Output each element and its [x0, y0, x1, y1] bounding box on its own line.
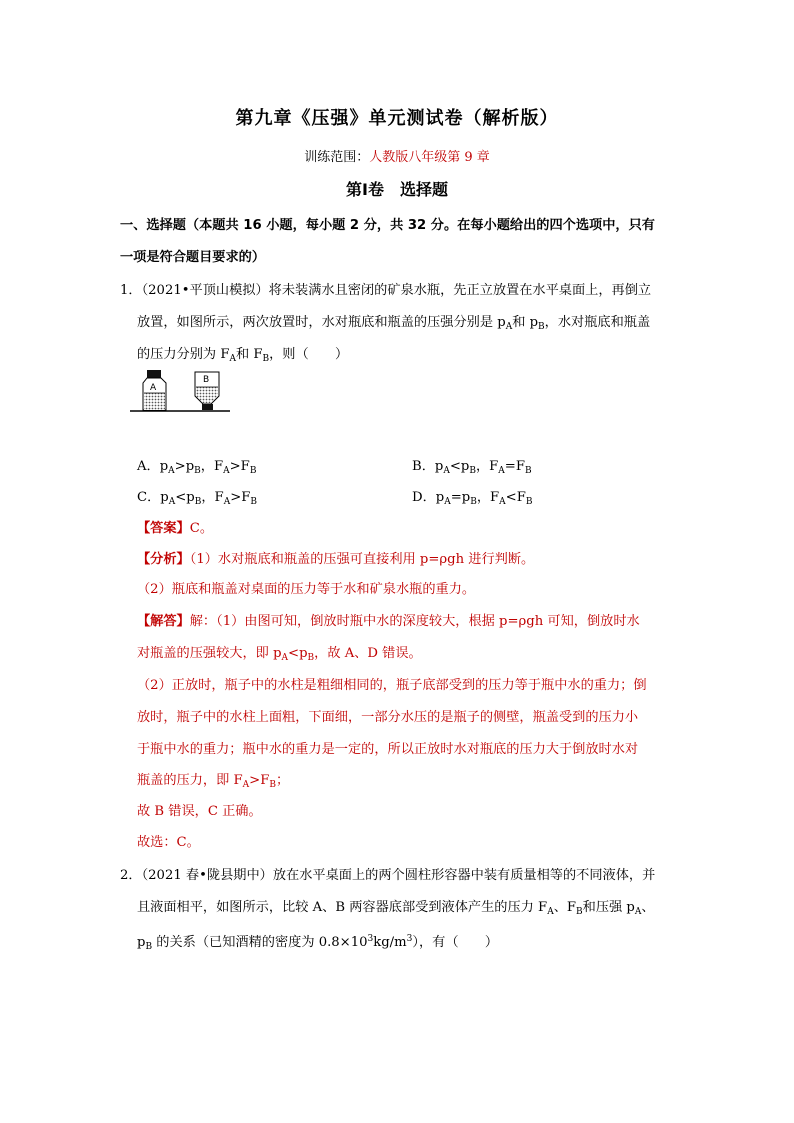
solution-tag: 【解答】: [137, 614, 190, 629]
q1-solution-6: 瓶盖的压力，即 $F_A>F_B$；: [137, 773, 290, 790]
section-heading: 第Ⅰ卷 选择题: [346, 180, 448, 199]
q1-line1: 1．（2021•平顶山模拟）将未装满水且密闭的矿泉水瓶，先正立放置在水平桌面上，再倒立: [120, 283, 652, 298]
q1-option-c: C．$p_A<p_B$，$F_A>F_B$: [137, 490, 258, 507]
q2-line3: $p_B$ 的关系（已知酒精的密度为 $0.8\times 10^3kg/m^3$），有（ ）: [137, 934, 499, 952]
q1-solution-1: 【解答】解：（1）由图可知，倒放时瓶中水的深度较大，根据 p=ρgh 可知，倒放时水: [137, 614, 640, 629]
bottle-b: [195, 372, 219, 410]
part-instructions-line2: 一项是符合题目要求的）: [120, 250, 266, 265]
q1-option-b: B．$p_A<p_B$，$F_A=F_B$: [412, 459, 532, 476]
scope-label: 训练范围：: [304, 150, 370, 165]
q1-answer: 【答案】C。: [137, 521, 214, 536]
scope-value: 人教版八年级第 9 章: [369, 150, 490, 165]
q1-solution-5: 于瓶中水的重力；瓶中水的重力是一定的，所以正放时水对瓶底的压力大于倒放时水对: [137, 742, 639, 757]
answer-tag: 【答案】: [137, 521, 190, 536]
analysis-tag: 【分析】: [137, 552, 190, 567]
bottle-a: [143, 370, 166, 410]
q1-choice: 故选：C。: [137, 835, 200, 850]
q1-analysis-1: 【分析】（1）水对瓶底和瓶盖的压强可直接利用 p=ρgh 进行判断。: [137, 552, 535, 567]
q1-solution-7: 故 B 错误，C 正确。: [137, 804, 262, 819]
q1-option-a: A．$p_A>p_B$，$F_A>F_B$: [137, 459, 257, 476]
label-b: B: [203, 375, 210, 385]
q1-solution-3: （2）正放时，瓶子中的水柱是粗细相同的，瓶子底部受到的压力等于瓶中水的重力；倒: [137, 678, 647, 693]
label-a: A: [150, 383, 157, 393]
q1-option-d: D．$p_A=p_B$，$F_A<F_B$: [412, 490, 533, 507]
page-title: 第九章《压强》单元测试卷（解析版）: [235, 108, 559, 129]
part-instructions-line1: 一、选择题（本题共 16 小题，每小题 2 分，共 32 分。在每小题给出的四个选项中，只有: [120, 218, 655, 233]
q1-analysis-2: （2）瓶底和瓶盖对桌面的压力等于水和矿泉水瓶的重力。: [137, 582, 476, 597]
q1-bottle-figure: [130, 368, 230, 416]
q2-number: 2．: [120, 868, 142, 883]
q1-number: 1．: [120, 283, 142, 298]
q1-solution-2: 对瓶盖的压强较大，即 $p_A<p_B$，故 A、D 错误。: [137, 646, 422, 663]
q1-line3: 的压力分别为 $F_A$和 $F_B$，则（ ）: [137, 347, 349, 364]
q2-line2: 且液面相平，如图所示，比较 A、B 两容器底部受到液体产生的压力 $F_A$、$F_B$和压强 $p_A$、: [137, 900, 655, 917]
q1-solution-4: 放时，瓶子中的水柱上面粗，下面细，一部分水压的是瓶子的侧壁，瓶盖受到的压力小: [137, 710, 639, 725]
training-scope: [0, 146, 794, 165]
q2-line1: 2．（2021 春•陇县期中）放在水平桌面上的两个圆柱形容器中装有质量相等的不同液体，并: [120, 868, 656, 883]
q1-line2: 放置，如图所示，两次放置时，水对瓶底和瓶盖的压强分别是 $p_A$和 $p_B$，水对瓶底和瓶盖: [137, 315, 651, 332]
